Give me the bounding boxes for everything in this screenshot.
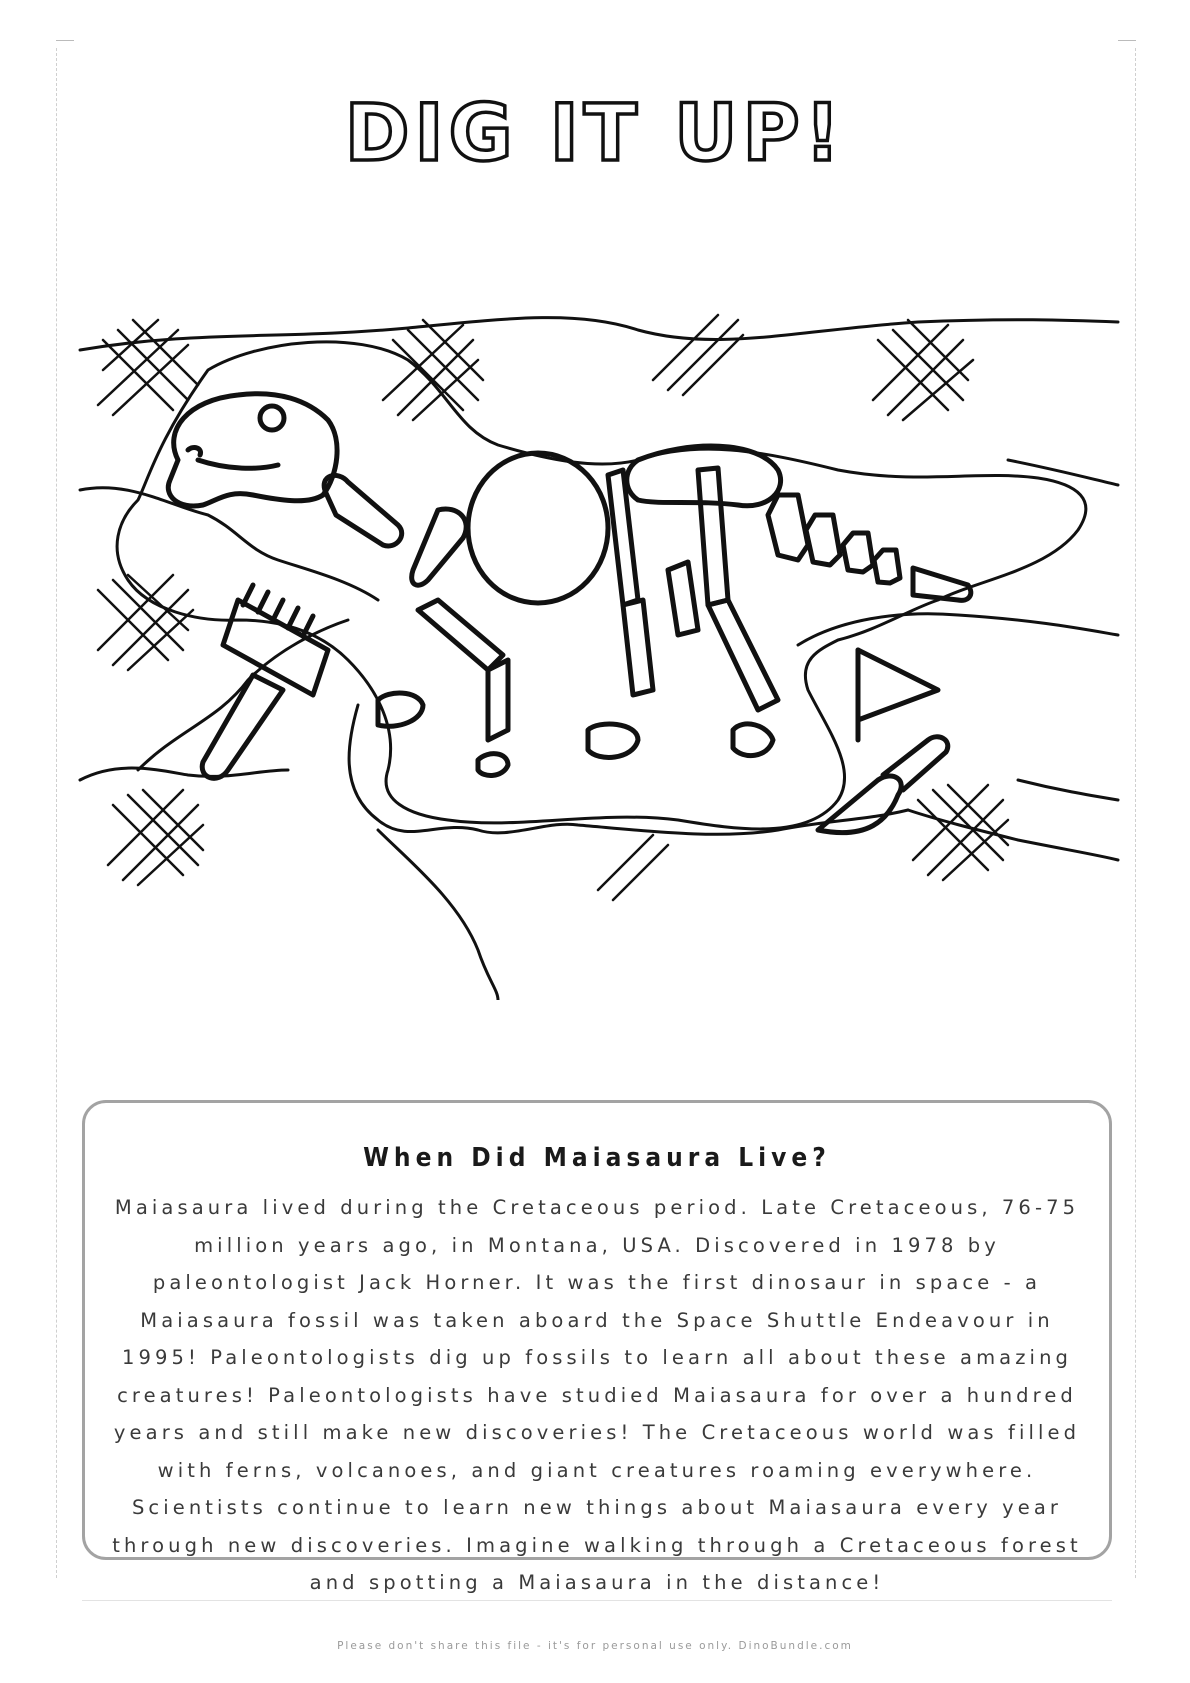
left-dashed-border [56,48,57,1578]
dinosaur-fossil-illustration [78,300,1120,1000]
footer-note: Please don't share this file - it's for personal use only. DinoBundle.com [337,1640,853,1652]
info-box [82,1100,1112,1594]
flag-icon [858,650,938,740]
page-title [0,82,1190,177]
right-dashed-border [1135,48,1136,1578]
brush-icon [202,585,328,778]
title-text: DIG IT UP! [344,89,846,179]
soil-layers [80,318,1118,1000]
page-title-outline [0,82,1190,179]
info-body: Maiasaura lived during the Cretaceous period. Late Cretaceous, 76-75 million years ago, in Montana, USA. Discovered in 1978 by paleontologist Jack Horner. It was the first dinosaur in space - a Maiasaura fossil was taken aboard the Space Shuttle Endeavour in 1995! Paleontologists dig up fossils to learn all about these amazing creatures! Paleontologists have studied Maiasaura for over a hundred years and still make new discoveries! The Cretaceous world was filled with ferns, volcanoes, and giant creatures roaming everywhere. Scientists continue to learn new things about Maiasaura every year through new discoveries. Imagine walking through a Cretaceous forest and spotting a Maiasaura in the distance! [112,1196,1082,1594]
fossil-skull [168,394,337,506]
footer-divider [82,1600,1112,1601]
info-heading: When Did Maiasaura Live? [363,1143,831,1173]
fossil-bones [324,446,971,775]
